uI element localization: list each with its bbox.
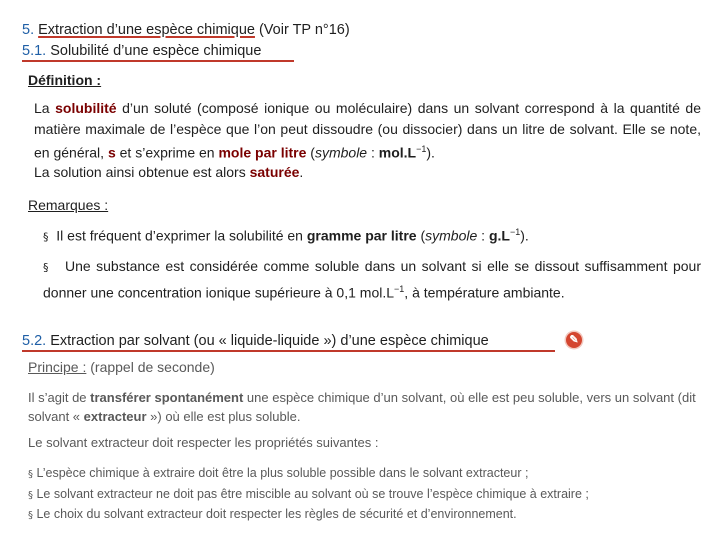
bullet-icon: § (43, 261, 49, 274)
text: ( (306, 144, 315, 161)
list-item (28, 485, 708, 506)
requirements-list (28, 464, 708, 526)
unit-exponent: −1 (416, 144, 427, 154)
symbole-label: symbole (314, 144, 368, 161)
principe-paragraph (28, 388, 700, 426)
definition-label: Définition : (28, 72, 102, 88)
principe-label: Principe : (28, 359, 87, 375)
heading-number: 5.2. (22, 333, 47, 349)
list-item (28, 464, 708, 485)
heading-reference: (Voir TP n°16) (254, 22, 350, 38)
symbole-label: symbole (425, 227, 478, 244)
text: ). (426, 144, 435, 161)
heading-title: Extraction par solvant (ou « liquide-liquide ») d’une espèce chimique (50, 333, 489, 349)
text: : (477, 227, 489, 244)
text: La (34, 100, 56, 116)
pencil-icon[interactable]: ✎ (566, 332, 582, 348)
bullet-icon: § (28, 510, 33, 521)
text: Il s’agit de (28, 390, 91, 405)
text: ») où elle est plus soluble. (146, 409, 301, 424)
text: . (299, 164, 304, 180)
principe-heading (28, 359, 215, 375)
symbol-s: s (107, 144, 116, 161)
heading-underline (22, 60, 294, 62)
definition-paragraph (34, 98, 701, 163)
heading-number: 5.1. (22, 43, 47, 59)
bullet-icon: § (28, 469, 33, 480)
unit-exponent: −1 (394, 283, 405, 294)
term-saturee: saturée (249, 164, 300, 180)
term: extracteur (83, 409, 147, 424)
text: d’un soluté (composé ionique ou moléculaire) dans un solvant correspond à la quantité de matière maximale de l’espèce que l’on peut dissoudre (ou dissocier) dans un litre de solvant. Elle se note, en général, (34, 100, 701, 161)
heading-extraction (22, 20, 350, 40)
unit-symbol: mol.L (378, 144, 417, 161)
remarques-label: Remarques : (28, 197, 109, 213)
text: , à température ambiante. (404, 284, 565, 301)
unit-exponent: −1 (509, 227, 521, 237)
bullet-icon: § (43, 230, 49, 244)
term: gramme par litre (306, 227, 417, 244)
text: : (367, 144, 379, 161)
heading-underline (22, 350, 555, 352)
unit-symbol: g.L (488, 227, 510, 244)
text: une espèce chimique d’un solvant, où elle est peu soluble, vers un solvant (dit solvant « (28, 390, 696, 424)
principe-note: (rappel de seconde) (86, 359, 215, 375)
heading-number: 5. (22, 22, 35, 38)
list-item-text: L’espèce chimique à extraire doit être la plus soluble possible dans le solvant extracteur ; (36, 466, 529, 480)
text: ). (520, 227, 529, 244)
heading-title: Solubilité d’une espèce chimique (50, 43, 262, 59)
heading-title: Extraction d’une espèce chimique (38, 22, 255, 38)
definition-saturation (34, 162, 701, 183)
remarque-item-1 (43, 222, 701, 248)
text: ( (416, 227, 426, 244)
term-solubilite: solubilité (55, 100, 117, 116)
text: et s’exprime en (115, 144, 219, 161)
list-item-text: Le choix du solvant extracteur doit respecter les règles de sécurité et d’environnement. (36, 507, 517, 521)
principe-requirements-intro: Le solvant extracteur doit respecter les propriétés suivantes : (28, 435, 379, 450)
remarque-item-2 (43, 256, 701, 303)
text: Il est fréquent d’exprimer la solubilité en (56, 227, 307, 244)
term: transférer spontanément (90, 390, 244, 405)
text: La solution ainsi obtenue est alors (34, 164, 250, 180)
heading-extraction-solvant (22, 331, 489, 351)
list-item-text: Le solvant extracteur ne doit pas être miscible au solvant où se trouve l’espèce chimique à extraire ; (36, 486, 589, 501)
heading-solubilite (22, 41, 261, 61)
term-unit: mole par litre (218, 144, 307, 161)
list-item (28, 505, 708, 526)
bullet-icon: § (28, 489, 33, 501)
text: Une substance est considérée comme soluble dans un solvant si elle se dissout suffisamment pour donner une concentration ionique supérieure à 0,1 mol.L (43, 258, 701, 301)
